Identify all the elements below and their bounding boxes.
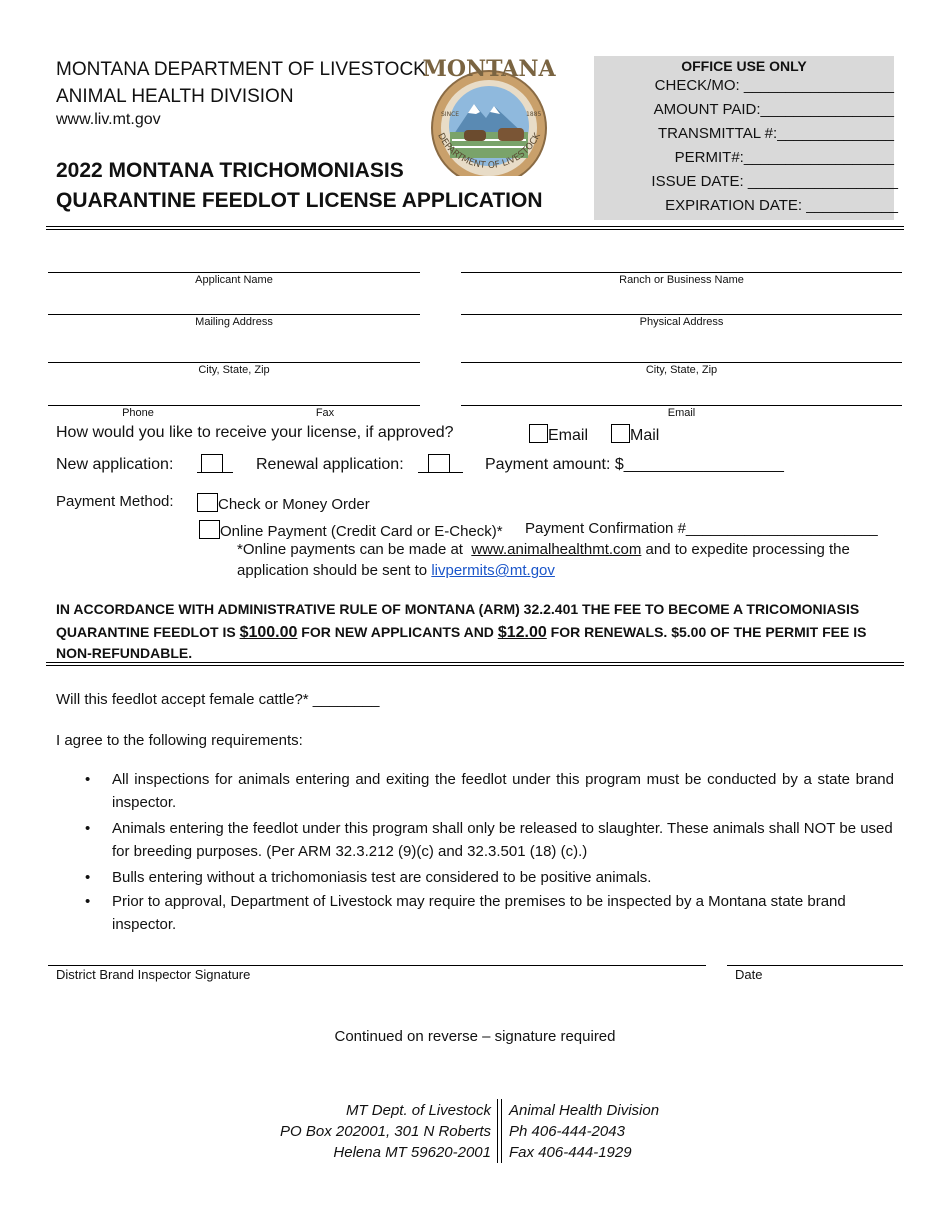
email-option-label: Email	[548, 427, 589, 444]
header-rule-2	[46, 229, 904, 230]
renewal-application-field[interactable]	[418, 454, 463, 473]
requirement-item-4: • Prior to approval, Department of Livestock may require the premises to be inspected by a Montana state brand inspector.	[85, 893, 846, 933]
phone-fax-line[interactable]	[48, 405, 420, 406]
department-name: MONTANA DEPARTMENT OF LIVESTOCK	[56, 59, 426, 80]
note-prefix: *Online payments can be made at	[237, 541, 463, 558]
footer-po-box: PO Box 202001, 301 N Roberts	[280, 1123, 491, 1140]
logo-ring-text: DEPARTMENT OF LIVESTOCK	[435, 131, 543, 172]
mail-checkbox[interactable]	[611, 424, 630, 443]
fee-notice-line1: IN ACCORDANCE WITH ADMINISTRATIVE RULE OF MONTANA (ARM) 32.2.401 THE FEE TO BECOME A TRICOMONIASIS	[56, 601, 860, 617]
footer-fax: Fax 406-444-1929	[509, 1144, 632, 1161]
receive-license-question: How would you like to receive your license, if approved?	[56, 424, 454, 441]
office-field-expiration-date: EXPIRATION DATE: ___________	[665, 197, 898, 214]
email-checkbox[interactable]	[529, 424, 548, 443]
email-line[interactable]	[461, 405, 902, 406]
physical-address-label: Physical Address	[639, 316, 724, 328]
fee-renew-amount: $12.00	[497, 624, 547, 641]
applicant-name-line[interactable]	[48, 272, 420, 273]
ranch-name-line[interactable]	[461, 272, 902, 273]
office-use-box	[594, 56, 898, 220]
city-state-zip-right-label: City, State, Zip	[645, 364, 718, 376]
fee-notice-line2	[56, 621, 866, 644]
new-application-label: New application:	[56, 456, 174, 473]
fax-label: Fax	[315, 407, 335, 419]
payment-amount-field[interactable]: Payment amount: $__________________	[485, 456, 784, 473]
new-application-checkbox[interactable]	[201, 454, 223, 473]
inspector-signature-line[interactable]	[48, 965, 706, 966]
form-title-line2: QUARANTINE FEEDLOT LICENSE APPLICATION	[56, 189, 543, 212]
online-payment-checkbox[interactable]	[199, 520, 220, 539]
applicant-name-label: Applicant Name	[195, 274, 273, 286]
footer-address	[200, 1100, 491, 1163]
division-name: ANIMAL HEALTH DIVISION	[56, 86, 294, 107]
website-url[interactable]: www.liv.mt.gov	[56, 111, 161, 128]
mail-option[interactable]	[611, 424, 659, 445]
physical-address-line[interactable]	[461, 314, 902, 315]
office-field-issue-date: ISSUE DATE: __________________	[651, 173, 898, 190]
agree-requirements-label: I agree to the following requirements:	[56, 732, 303, 749]
check-money-order-label: Check or Money Order	[218, 496, 370, 513]
online-payment-note-line1	[237, 541, 850, 558]
online-payment-label: Online Payment (Credit Card or E-Check)*	[220, 523, 503, 540]
logo-since: SINCE	[441, 111, 460, 118]
check-money-order-option[interactable]	[197, 493, 370, 513]
footer-phone: Ph 406-444-2043	[509, 1123, 625, 1140]
email-option[interactable]	[529, 424, 588, 445]
footer-contact	[509, 1100, 659, 1163]
online-payment-option[interactable]	[199, 520, 503, 540]
inspector-signature-label: District Brand Inspector Signature	[56, 967, 251, 982]
payment-method-label: Payment Method:	[56, 493, 174, 510]
mail-option-label: Mail	[630, 427, 660, 444]
footer-org: MT Dept. of Livestock	[345, 1102, 491, 1119]
notice-rule	[46, 662, 904, 663]
logo-wordmark: MONTANA	[422, 56, 556, 82]
footer-division: Animal Health Division	[509, 1102, 660, 1119]
office-field-amount-paid: AMOUNT PAID:________________	[653, 101, 894, 118]
livpermits-email-link[interactable]: livpermits@mt.gov	[431, 562, 555, 579]
payment-confirmation-field[interactable]: Payment Confirmation #_______________________	[525, 520, 878, 537]
email-label: Email	[667, 407, 696, 419]
note-line2: application should be sent to	[237, 562, 428, 579]
form-title-line1: 2022 MONTANA TRICHOMONIASIS	[56, 159, 404, 182]
renewal-application-checkbox[interactable]	[428, 454, 450, 473]
notice-text-c: FOR RENEWALS. $5.00 OF THE PERMIT FEE IS	[550, 624, 867, 640]
continued-note: Continued on reverse – signature required	[334, 1028, 616, 1045]
notice-text-a: QUARANTINE FEEDLOT IS	[56, 624, 236, 640]
office-field-check: CHECK/MO: __________________	[654, 77, 894, 94]
fee-new-amount: $100.00	[239, 624, 298, 641]
footer-divider	[497, 1099, 502, 1163]
notice-text-b: FOR NEW APPLICANTS AND	[301, 624, 494, 640]
city-state-zip-right-line[interactable]	[461, 362, 902, 363]
footer-city: Helena MT 59620-2001	[333, 1144, 491, 1161]
phone-label: Phone	[122, 407, 154, 419]
online-payment-note-line2	[237, 562, 555, 579]
mailing-address-line[interactable]	[48, 314, 420, 315]
city-state-zip-left-label: City, State, Zip	[198, 364, 270, 376]
city-state-zip-left-line[interactable]	[48, 362, 420, 363]
office-field-transmittal: TRANSMITTAL #:______________	[658, 125, 894, 142]
fee-notice-line3: NON-REFUNDABLE.	[56, 645, 193, 661]
ranch-name-label: Ranch or Business Name	[619, 274, 744, 286]
female-cattle-question[interactable]: Will this feedlot accept female cattle?* ________	[56, 691, 380, 708]
new-application-field[interactable]	[197, 454, 233, 473]
animalhealthmt-link[interactable]: www.animalhealthmt.com	[471, 541, 642, 558]
notice-rule-2	[46, 665, 904, 666]
renewal-application-label: Renewal application:	[256, 456, 404, 473]
office-use-heading: OFFICE USE ONLY	[681, 58, 807, 74]
date-label: Date	[735, 967, 763, 982]
requirement-item-1: • All inspections for animals entering and exiting the feedlot under this program must be conducted by a state brand inspector.	[85, 771, 894, 811]
mailing-address-label: Mailing Address	[195, 316, 273, 328]
requirement-item-3: • Bulls entering without a trichomoniasis test are considered to be positive animals.	[85, 869, 652, 886]
requirement-item-2: • Animals entering the feedlot under this program shall only be released to slaughter. These animals shall NOT be used for breeding purposes. (Per ARM 32.3.212 (9)(c) and 32.3.501 (18) (c).)	[85, 820, 893, 860]
check-money-order-checkbox[interactable]	[197, 493, 218, 512]
montana-livestock-logo	[414, 56, 564, 176]
office-field-permit: PERMIT#:__________________	[674, 149, 894, 166]
date-line[interactable]	[727, 965, 903, 966]
logo-year: 1885	[526, 111, 542, 118]
note-mid: and to expedite processing the	[645, 541, 850, 558]
header-rule	[46, 226, 904, 227]
